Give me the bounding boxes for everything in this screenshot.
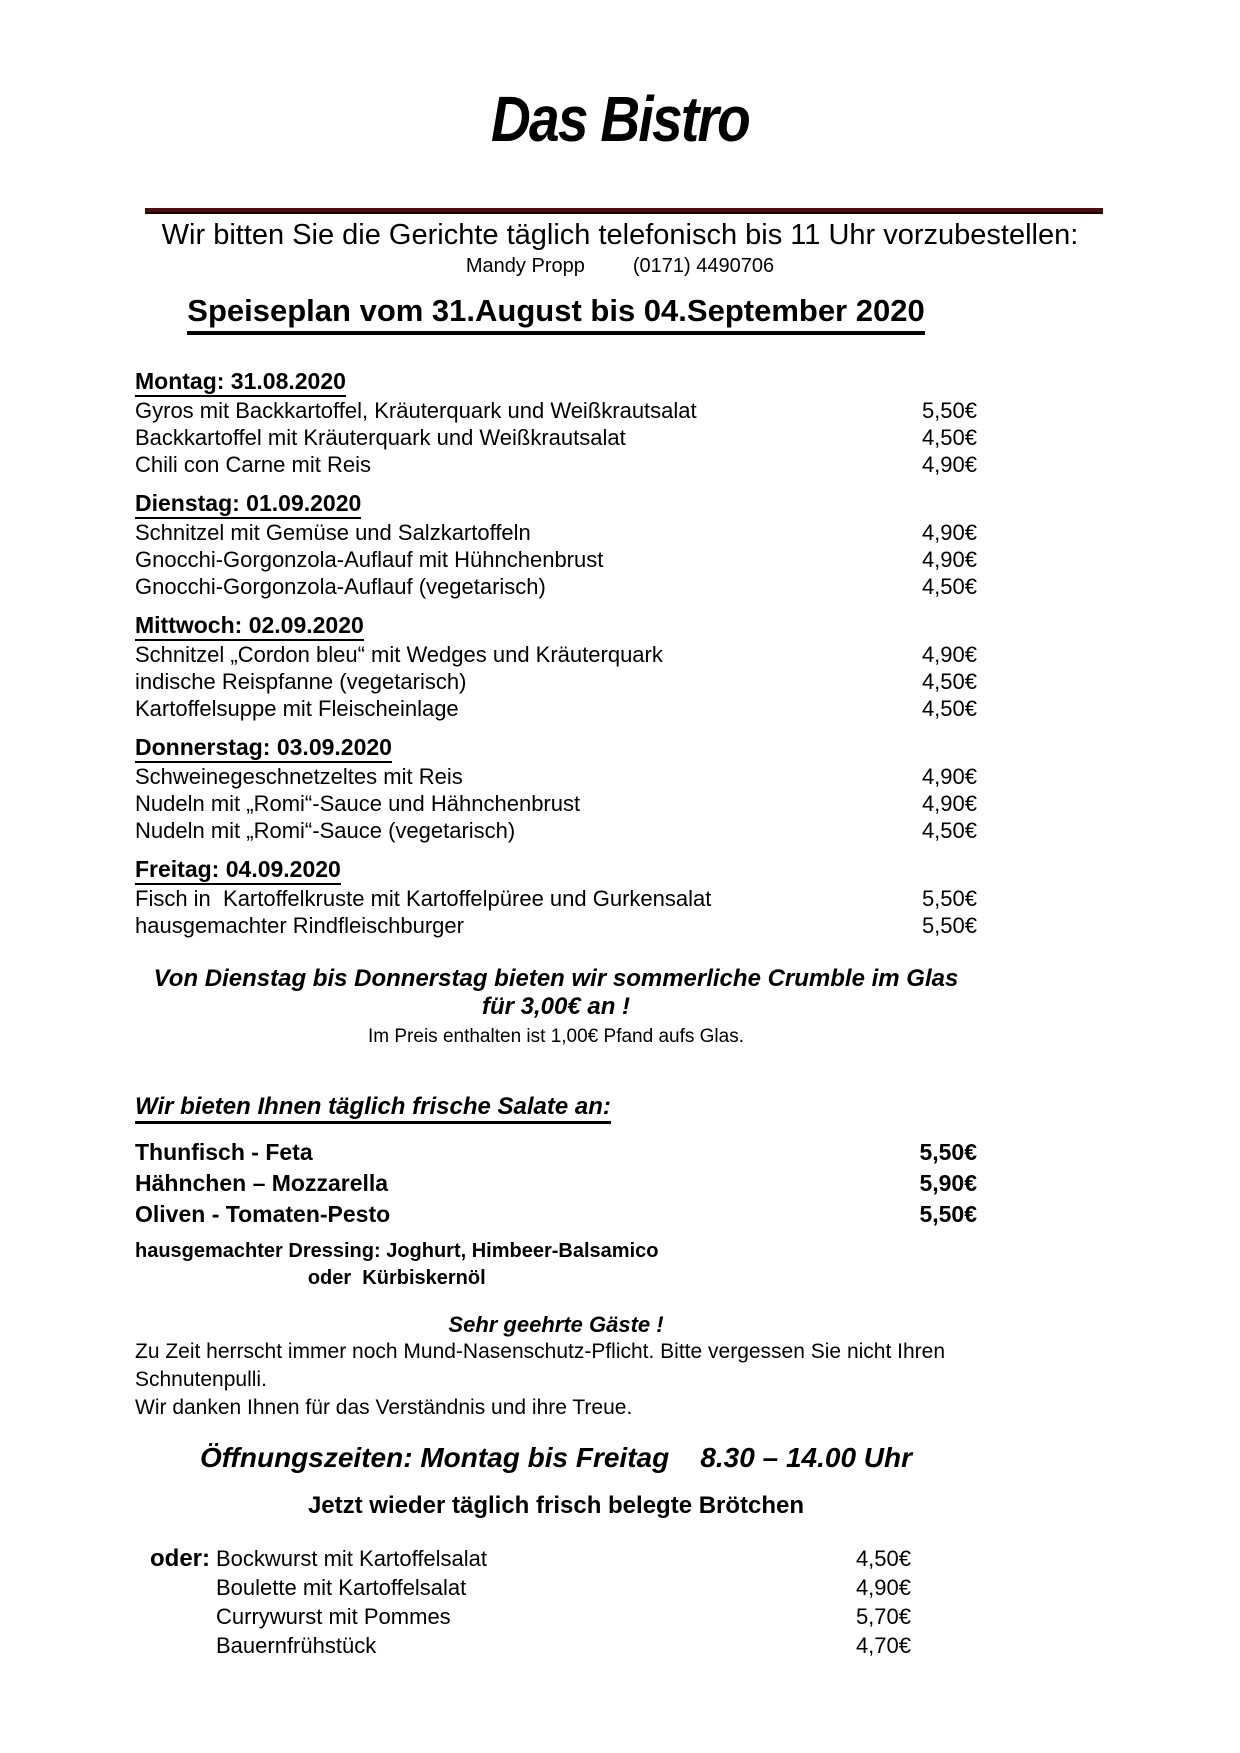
- dish-name: Nudeln mit „Romi“-Sauce und Hähnchenbrust: [135, 791, 581, 816]
- extras-name: Currywurst mit Pommes: [216, 1604, 451, 1629]
- salads-section: [135, 1090, 977, 1292]
- dish-price: 4,50€: [921, 818, 977, 843]
- menu-item-row: [135, 519, 977, 546]
- contact-line: [0, 254, 1240, 278]
- menu-item-row: [135, 790, 977, 817]
- day-heading: [135, 368, 977, 395]
- day-heading: [135, 734, 977, 761]
- day-heading-text: Dienstag: 01.09.2020: [135, 490, 361, 519]
- dish-price: 4,50€: [921, 696, 977, 721]
- extras-item-row: [150, 1602, 911, 1631]
- dish-price: 5,50€: [921, 886, 977, 911]
- menu-item-row: [135, 912, 977, 939]
- menu-item-row: [135, 817, 977, 844]
- salad-price: 5,50€: [919, 1139, 977, 1165]
- salad-item-row: [135, 1168, 977, 1199]
- dish-price: 4,90€: [921, 452, 977, 477]
- dish-price: 4,90€: [921, 520, 977, 545]
- extras-name: Bauernfrühstück: [216, 1633, 377, 1658]
- dish-name: Schweinegeschnetzeltes mit Reis: [135, 764, 463, 789]
- extras-price: 4,90€: [855, 1575, 911, 1600]
- dish-name: Fisch in Kartoffelkruste mit Kartoffelpüree und Gurkensalat: [135, 886, 712, 911]
- dressing-line2: oder Kürbiskernöl: [307, 1267, 486, 1289]
- dish-name: Gyros mit Backkartoffel, Kräuterquark und Weißkrautsalat: [135, 398, 697, 423]
- broetchen-line: Jetzt wieder täglich frisch belegte Brötchen: [307, 1492, 805, 1519]
- salads-title: Wir bieten Ihnen täglich frische Salate an:: [135, 1093, 611, 1124]
- day-heading-text: Donnerstag: 03.09.2020: [135, 734, 392, 763]
- day-section: [135, 734, 977, 844]
- extras-item-row: [150, 1544, 911, 1573]
- salad-price: 5,90€: [919, 1170, 977, 1196]
- dish-name: Gnocchi-Gorgonzola-Auflauf (vegetarisch): [135, 574, 546, 599]
- extras-price: 4,70€: [855, 1633, 911, 1658]
- dish-price: 5,50€: [921, 913, 977, 938]
- day-heading-text: Freitag: 04.09.2020: [135, 856, 341, 885]
- dish-price: 4,50€: [921, 669, 977, 694]
- dish-name: Gnocchi-Gorgonzola-Auflauf mit Hühnchenbrust: [135, 547, 604, 572]
- menu-item-row: [135, 573, 977, 600]
- dish-name: Schnitzel mit Gemüse und Salzkartoffeln: [135, 520, 531, 545]
- restaurant-title: Das Bistro: [490, 83, 750, 155]
- menu-item-row: [135, 397, 977, 424]
- menu-content: [135, 292, 977, 1660]
- menu-item-row: [135, 668, 977, 695]
- opening-hours: Öffnungszeiten: Montag bis Freitag 8.30 – 14.00 Uhr: [199, 1442, 913, 1473]
- salad-item-row: [135, 1199, 977, 1230]
- dish-price: 4,90€: [921, 547, 977, 572]
- day-section: [135, 368, 977, 478]
- notice-line-1: Zu Zeit herrscht immer noch Mund-Nasenschutz-Pflicht. Bitte vergessen Sie nicht Ihren Schnutenpulli.: [135, 1340, 945, 1391]
- preorder-note: Wir bitten Sie die Gerichte täglich telefonisch bis 11 Uhr vorzubestellen:: [161, 219, 1079, 251]
- extras-oder-label: oder:: [150, 1545, 210, 1572]
- dish-name: Schnitzel „Cordon bleu“ mit Wedges und Kräuterquark: [135, 642, 663, 667]
- day-section: [135, 612, 977, 722]
- extras-price: 4,50€: [855, 1546, 911, 1571]
- salad-price: 5,50€: [919, 1201, 977, 1227]
- salad-item-row: [135, 1137, 977, 1168]
- menu-item-row: [135, 695, 977, 722]
- crumble-note: Im Preis enthalten ist 1,00€ Pfand aufs Glas.: [368, 1026, 744, 1047]
- salad-name: Thunfisch - Feta: [135, 1139, 313, 1165]
- dish-name: Backkartoffel mit Kräuterquark und Weißkrautsalat: [135, 425, 626, 450]
- extras-item-row: [150, 1573, 911, 1602]
- menu-item-row: [135, 451, 977, 478]
- menu-item-row: [135, 424, 977, 451]
- day-heading: [135, 612, 977, 639]
- dish-name: indische Reispfanne (vegetarisch): [135, 669, 467, 694]
- salad-name: Hähnchen – Mozzarella: [135, 1170, 389, 1196]
- guests-salutation: Sehr geehrte Gäste !: [448, 1312, 664, 1337]
- dish-price: 5,50€: [921, 398, 977, 423]
- extras-name: Bockwurst mit Kartoffelsalat: [216, 1546, 488, 1571]
- menu-title-wrap: [135, 292, 977, 336]
- dish-price: 4,90€: [921, 642, 977, 667]
- dish-price: 4,50€: [921, 574, 977, 599]
- notice-line-2: Wir danken Ihnen für das Verständnis und ihre Treue.: [135, 1396, 633, 1419]
- day-heading-text: Mittwoch: 02.09.2020: [135, 612, 364, 641]
- dish-name: Chili con Carne mit Reis: [135, 452, 371, 477]
- dish-name: Kartoffelsuppe mit Fleischeinlage: [135, 696, 459, 721]
- day-section: [135, 856, 977, 939]
- dish-name: hausgemachter Rindfleischburger: [135, 913, 464, 938]
- crumble-headline: Von Dienstag bis Donnerstag bieten wir sommerliche Crumble im Glas für 3,00€ an !: [153, 965, 959, 1020]
- menu-days: [135, 368, 977, 939]
- salad-name: Oliven - Tomaten-Pesto: [135, 1201, 391, 1227]
- day-heading: [135, 490, 977, 517]
- salad-items: [135, 1137, 977, 1230]
- day-heading-text: Montag: 31.08.2020: [135, 368, 346, 397]
- contact-name: Mandy Propp: [465, 255, 585, 277]
- extras-item-row: [150, 1631, 911, 1660]
- menu-item-row: [135, 885, 977, 912]
- extras-name: Boulette mit Kartoffelsalat: [216, 1575, 467, 1600]
- menu-item-row: [135, 763, 977, 790]
- restaurant-title-wrap: [0, 83, 1240, 168]
- header-divider: [145, 208, 1103, 214]
- menu-item-row: [135, 546, 977, 573]
- extras-section: [150, 1544, 911, 1660]
- salads-title-wrap: [135, 1090, 977, 1127]
- day-section: [135, 490, 977, 600]
- dish-name: Nudeln mit „Romi“-Sauce (vegetarisch): [135, 818, 516, 843]
- menu-item-row: [135, 641, 977, 668]
- dressing-line1: hausgemachter Dressing: Joghurt, Himbeer-Balsamico: [135, 1240, 659, 1262]
- day-heading: [135, 856, 977, 883]
- dressing-block: [135, 1238, 658, 1292]
- menu-title: Speiseplan vom 31.August bis 04.September 2020: [187, 292, 924, 335]
- dish-price: 4,90€: [921, 791, 977, 816]
- dish-price: 4,50€: [921, 425, 977, 450]
- extras-price: 5,70€: [855, 1604, 911, 1629]
- contact-phone: (0171) 4490706: [632, 255, 775, 277]
- dish-price: 4,90€: [921, 764, 977, 789]
